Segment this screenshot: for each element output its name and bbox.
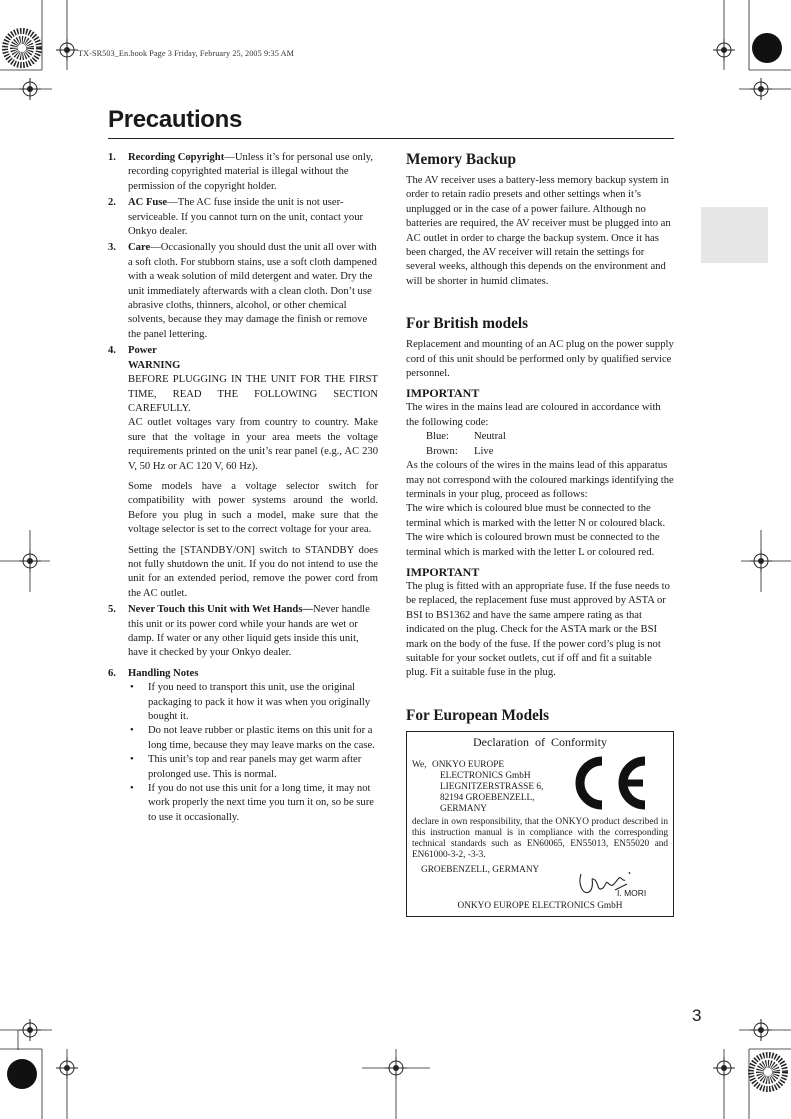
- item-text: —Unless it’s for personal use only, recording copyrighted material is illegal without the permission of the copyright holder.: [128, 152, 374, 192]
- list-item: [108, 196, 378, 239]
- warning-text: BEFORE PLUGGING IN THE UNIT FOR THE FIRST TIME, READ THE FOLLOWING SECTION CAREFULLY.: [128, 374, 378, 414]
- section-text: The wire which is coloured blue must be connected to the terminal which is marked with the letter N or coloured black.: [406, 503, 666, 529]
- item-text: Never handle this unit or its power cord while your hands are wet or damp. If water or any other liquid gets inside this unit, have it checked by your Onkyo dealer.: [128, 604, 370, 659]
- bullet-text: If you do not use this unit for a long time, it may not work properly the next time you turn it on, so be sure to use it occasionally.: [148, 783, 374, 823]
- address-line: 82194 GROEBENZELL,: [440, 792, 535, 803]
- item-heading: Care: [128, 242, 151, 254]
- section-text: The wires in the mains lead are coloured in accordance with the following code:: [406, 402, 661, 428]
- section-text: Replacement and mounting of an AC plug on the power supply cord of this unit should be performed only by qualified service personnel.: [406, 339, 674, 380]
- solid-mark-bl: [7, 1059, 37, 1089]
- address-line: ONKYO EUROPE: [432, 759, 505, 770]
- declaration-place: GROEBENZELL, GERMANY: [421, 864, 540, 875]
- item-heading: AC Fuse: [128, 197, 168, 209]
- list-item: [108, 241, 378, 342]
- signer-name: I. MORI: [617, 887, 647, 898]
- british-models-section: [406, 314, 674, 681]
- item-text: —The AC fuse inside the unit is not user-serviceable. If you cannot turn on the unit, contact your Onkyo dealer.: [128, 197, 364, 238]
- address-line: ELECTRONICS GmbH: [440, 770, 531, 781]
- bullet-text: This unit’s top and rear panels may get warm after prolonged use. This is normal.: [148, 754, 362, 780]
- book-header-line: TX-SR503_En.book Page 3 Friday, February 25, 2005 9:35 AM: [78, 49, 294, 58]
- item-heading: Power: [128, 345, 157, 357]
- bullet-item: • This unit’s top and rear panels may get warm after prolonged use. This is normal.: [130, 754, 362, 780]
- left-column: [108, 151, 378, 827]
- declaration-text: declare in own responsibility, that the ONKYO product described in this instruction manual is in compliance with the corresponding technical standards such as EN60065, EN55013, EN55020 and EN61000-3-2, -3-3.: [412, 816, 668, 860]
- bullet-item: • If you do not use this unit for a long time, it may not work properly the next time you turn it on, so be sure to use it occasionally.: [130, 783, 374, 823]
- wire-code-blue: [406, 430, 674, 444]
- european-models-section: [406, 706, 674, 917]
- bullet-text: Do not leave rubber or plastic items on this unit for a long time, because they may leave marks on the case.: [148, 725, 375, 751]
- section-text: The plug is fitted with an appropriate fuse. If the fuse needs to be replaced, the replacement fuse must approved by ASTA or BSI to BS1362 and have the same ampere rating as that indicated on the plug. Check for the ASTA mark or the BSI mark on the body of the fuse. If the power cord’s plug is not suitable for your socket outlets, cut if off and fit a suitable plug. Fit a suitable fuse in the plug.: [406, 580, 670, 679]
- memory-backup-section: [406, 150, 674, 289]
- ce-mark-logo: [565, 754, 651, 812]
- list-item: [108, 603, 378, 661]
- wire-role: Neutral: [474, 431, 506, 443]
- wire-color: Blue:: [426, 431, 449, 443]
- item-number: 3.: [108, 242, 116, 254]
- section-text: The AV receiver uses a battery-less memory backup system in order to retain radio presets and other settings when it’s unplugged or in the case of a power failure. Although no batteries are required, the AV receiver must be plugged into an AC outlet in order to charge the backup system. Once it has been charged, the AV receiver will retain the settings for several weeks, although this depends on the environment and will be shorter in humid climates.: [406, 175, 671, 287]
- page-number: 3: [692, 1006, 702, 1025]
- warning-label: WARNING: [128, 359, 181, 371]
- address-line: LIEGNITZERSTRASSE 6,: [440, 781, 544, 792]
- company-address: [432, 760, 543, 815]
- section-text: The wire which is coloured brown must be connected to the terminal which is marked with the letter L or coloured red.: [406, 532, 660, 558]
- declaration-title: Declaration of Conformity: [473, 734, 607, 749]
- important-label: IMPORTANT: [406, 564, 480, 579]
- item-number: 1.: [108, 152, 116, 163]
- item-heading: Never Touch this Unit with Wet Hands—: [128, 604, 314, 616]
- list-item: [108, 151, 378, 194]
- section-heading: Memory Backup: [406, 151, 517, 168]
- item-heading: Recording Copyright: [128, 152, 225, 163]
- bullet-item: • Do not leave rubber or plastic items on this unit for a long time, because they may leave marks on the case.: [130, 725, 375, 751]
- title-rule: [108, 138, 674, 139]
- page-title: Precautions: [108, 106, 243, 133]
- starburst-mark-tl: [5, 31, 39, 65]
- item-text: —Occasionally you should dust the unit all over with a soft cloth. For stubborn stains, use a soft cloth dampened with a weak solution of mild detergent and water. Dry the unit immediately afterwards with a clean cloth. Don’t use abrasive cloths, thinners, alcohol, or other chemical solvents, because they may damage the finish or remove the panel lettering.: [128, 242, 377, 340]
- power-paragraph: Setting the [STANDBY/ON] switch to STANDBY does not fully shutdown the unit. If you do not intend to use the unit for an extended period, remove the power cord from the AC outlet.: [128, 544, 378, 599]
- section-heading: For British models: [406, 315, 529, 333]
- bullet-text: If you need to transport this unit, use the original packaging to pack it how it was when you originally bought it.: [148, 682, 371, 723]
- starburst-mark-br: [751, 1055, 785, 1089]
- declaration-we: We,: [412, 759, 427, 770]
- section-thumb-tab: [701, 207, 768, 263]
- wire-role: Live: [474, 445, 494, 457]
- item-number: 6.: [108, 667, 116, 679]
- item-number: 4.: [108, 345, 116, 357]
- declaration-footer: ONKYO EUROPE ELECTRONICS GmbH: [457, 900, 623, 911]
- declaration-of-conformity-box: [406, 731, 674, 917]
- important-label: IMPORTANT: [406, 386, 480, 401]
- power-paragraph: AC outlet voltages vary from country to country. Make sure that the voltage in your area meets the voltage requirements printed on the unit’s rear panel (e.g., AC 230 V, 50 Hz or AC 120 V, 60 Hz).: [128, 417, 378, 472]
- list-item: [108, 344, 378, 601]
- bullet-item: • If you need to transport this unit, use the original packaging to pack it how it was when you originally bought it.: [130, 682, 371, 723]
- item-number: 5.: [108, 604, 116, 616]
- wire-color: Brown:: [426, 445, 458, 457]
- address-line: GERMANY: [440, 803, 488, 814]
- section-heading: For European Models: [406, 706, 550, 724]
- solid-mark-tr: [752, 33, 782, 63]
- list-item: [108, 667, 378, 825]
- right-column: [406, 150, 674, 917]
- item-number: 2.: [108, 197, 116, 209]
- wire-code-brown: [406, 445, 674, 459]
- item-heading: Handling Notes: [128, 667, 199, 679]
- section-text: As the colours of the wires in the mains lead of this apparatus may not correspond with the coloured markings identifying the terminals in your plug, proceed as follows:: [406, 460, 674, 500]
- power-paragraph: Some models have a voltage selector switch for compatibility with power systems around the world. Before you plug in such a model, make sure that the voltage selector is set to the correct voltage for your area.: [128, 480, 378, 536]
